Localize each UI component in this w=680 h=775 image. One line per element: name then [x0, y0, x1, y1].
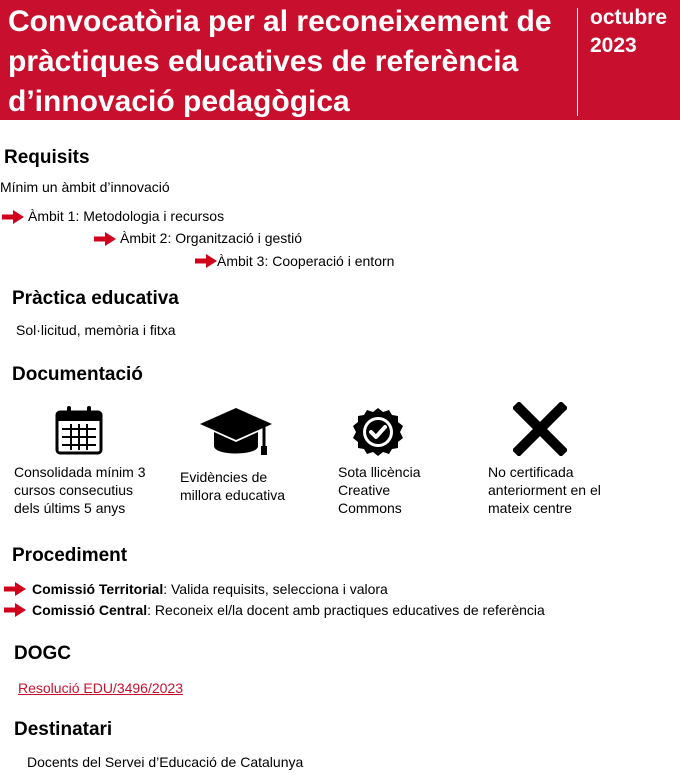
destinatari-text: Docents del Servei d’Educació de Catalunya — [27, 754, 304, 770]
arrow-icon — [4, 603, 26, 617]
ambit-1: Àmbit 1: Metodologia i recursos — [28, 208, 225, 224]
procediment-heading: Procediment — [12, 545, 128, 566]
header-divider — [577, 8, 578, 116]
ambit-3: Àmbit 3: Cooperació i entorn — [217, 253, 395, 269]
graduation-cap-icon — [198, 406, 274, 462]
documentacio-heading: Documentació — [12, 364, 143, 385]
doc-item-evidencies: Evidències de millora educativa — [180, 469, 286, 503]
x-mark-icon — [513, 402, 567, 456]
header-banner — [0, 0, 680, 120]
ambit-2: Àmbit 2: Organització i gestió — [120, 230, 303, 246]
arrow-icon — [195, 254, 217, 268]
doc-item-no-certificada: No certificada anteriorment en el mateix centre — [488, 464, 601, 516]
destinatari-heading: Destinatari — [14, 719, 113, 740]
procediment-step-central: Comissió Central: Reconeix el/la docent amb practiques educatives de referència — [32, 602, 545, 618]
arrow-icon — [94, 232, 116, 246]
dogc-link[interactable]: Resolució EDU/3496/2023 — [18, 680, 183, 696]
doc-item-consolidada: Consolidada mínim 3 cursos consecutius dels últims 5 anys — [14, 464, 146, 516]
arrow-icon — [2, 210, 24, 224]
check-badge-icon — [350, 404, 406, 460]
procediment-step-territorial: Comissió Territorial: Valida requisits, selecciona i valora — [32, 581, 388, 597]
header-date — [590, 4, 667, 60]
practica-heading: Pràctica educativa — [12, 288, 179, 309]
practica-text: Sol·licitud, memòria i fitxa — [16, 322, 176, 338]
date-year: 2023 — [590, 34, 637, 57]
doc-item-llicencia: Sota llicència Creative Commons — [338, 464, 421, 516]
page-title: Convocatòria per al reconeixement de pràctiques educatives de referència d’innovació pedagògica — [8, 5, 552, 118]
requisits-heading: Requisits — [4, 147, 90, 168]
requisits-intro: Mínim un àmbit d’innovació — [0, 179, 170, 195]
calendar-icon — [54, 404, 104, 456]
arrow-icon — [4, 582, 26, 596]
dogc-heading: DOGC — [14, 643, 71, 664]
date-month: octubre — [590, 6, 668, 29]
